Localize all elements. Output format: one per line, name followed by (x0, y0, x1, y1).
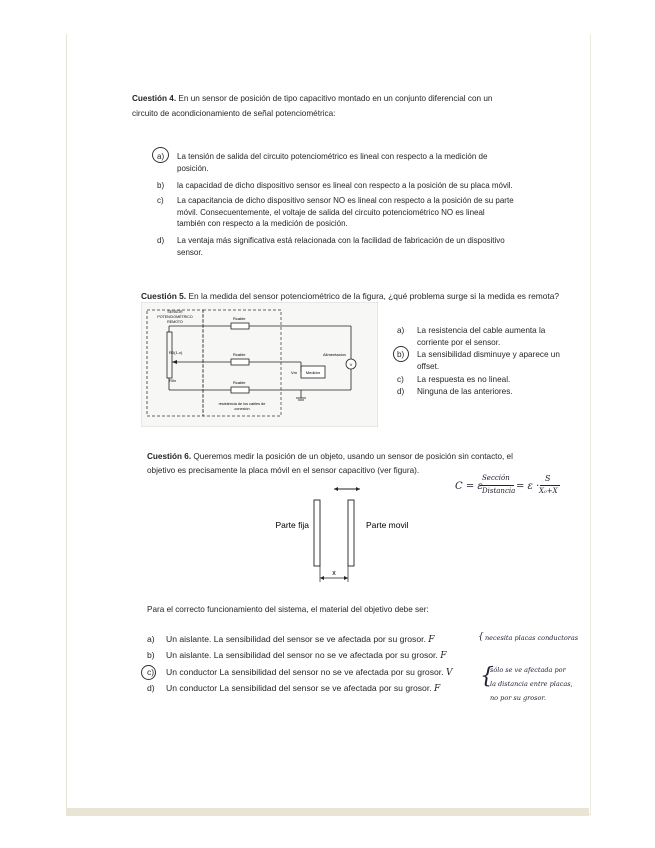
option-letter: b) (397, 350, 405, 359)
option-letter: d) (147, 683, 155, 693)
option-letter: c) (397, 375, 404, 384)
q5-stem-text: En la medida del sensor potenciométrico de la figura, ¿qué problema surge si la medida es remota? (188, 291, 560, 301)
r-upper-label: R0(1-x) (169, 350, 183, 355)
option-letter: a) (147, 634, 155, 644)
q6-plates-figure (262, 478, 432, 590)
r-cable-mid-label: Rcable (233, 352, 246, 357)
sensor-label-3: REMOTO (167, 320, 183, 324)
option-line: La respuesta es no lineal. (417, 375, 511, 384)
formula-num: Sección (482, 474, 510, 482)
option-letter: d) (397, 387, 405, 396)
note-1: necesita placas conductoras (485, 634, 579, 642)
option-text: Un aislante. La sensibilidad del sensor no se ve afectada por su grosor. F (166, 650, 447, 661)
option-letter: b) (147, 650, 155, 660)
option-letter: d) (157, 236, 165, 245)
alimentacion-label: Alimentacion (323, 352, 346, 357)
q5-title: Cuestión 5. (141, 291, 187, 301)
option-text: Un conductor La sensibilidad del sensor no se ve afectada por su grosor. V (166, 667, 453, 678)
formula-mid: = ε · (516, 481, 540, 492)
cable-label-2: conexión (234, 407, 250, 411)
q4-stem-line1 (132, 93, 493, 105)
option-line: sensor. (177, 247, 203, 257)
option-line: La tensión de salida del circuito potenciométrico es lineal con respecto a la medición de (177, 152, 488, 161)
q6-stem-line1 (147, 451, 513, 463)
option-line: Ninguna de las anteriores. (417, 387, 513, 396)
option-line: La sensibilidad disminuye y aparece un (417, 350, 560, 359)
option-letter: a) (157, 152, 165, 161)
mark-f: F (434, 684, 441, 694)
r-cable-top-label: Rcable (233, 316, 246, 321)
vm-label: Vm (291, 370, 297, 375)
fixed-part-label: Parte fija (275, 520, 309, 530)
q5-stem (141, 290, 559, 302)
option-line: móvil. Consecuentemente, el voltaje de salida del circuito potenciométrico NO es lineal (177, 207, 485, 217)
note-3: la distancia entre placas, (490, 680, 573, 688)
r-cable-mid (231, 359, 249, 365)
note-2: sólo se ve afectada por (490, 666, 566, 674)
option-text: Un conductor La sensibilidad del sensor se ve afectada por su grosor. F (166, 683, 441, 694)
option-line: La capacitancia de dicho dispositivo sensor NO es lineal con respecto a la posición de su parte (177, 196, 514, 205)
r-lower-label: R0x (169, 378, 177, 383)
formula-bar-2 (540, 485, 560, 486)
formula-den2: X₀+X (539, 487, 558, 495)
gap-label: x (332, 570, 336, 577)
q4-stem-1: En un sensor de posición de tipo capacitivo montado en un conjunto diferencial con un (178, 94, 493, 103)
note-4: no por su grosor. (490, 694, 546, 702)
r-cable-top (231, 323, 249, 329)
q4-title: Cuestión 4. (132, 94, 177, 103)
option-line: corriente por el sensor. (417, 337, 501, 347)
formula-lhs: C = ε (455, 481, 483, 492)
formula-bar (480, 485, 514, 486)
q5-circuit-figure (141, 302, 378, 427)
option-line: también con respecto a la medición de posición. (177, 219, 348, 228)
r-cable-bot-label: Rcable (233, 380, 246, 385)
svg-text:V: V (349, 362, 353, 367)
formula-num2: S (545, 474, 551, 483)
q6-prompt: Para el correcto funcionamiento del sistema, el material del objetivo debe ser: (147, 605, 429, 614)
option-text: Un aislante. La sensibilidad del sensor se ve afectada por su grosor. F (166, 634, 435, 645)
mark-f: F (428, 635, 435, 645)
option-line: La resistencia del cable aumenta la (417, 326, 546, 335)
q4-stem-2: circuito de acondicionamiento de señal potenciométrica: (132, 109, 336, 118)
q6-title: Cuestión 6. (147, 452, 192, 461)
fixed-plate (314, 500, 320, 566)
mark-f: F (440, 651, 447, 661)
option-line: posición. (177, 163, 209, 173)
option-line: la capacidad de dicho dispositivo sensor es lineal con respecto a la posición de su placa móvil. (177, 181, 513, 190)
r-cable-bot (231, 387, 249, 393)
scan-bottom-edge (66, 808, 589, 816)
cable-label-1: resistencia de los cables de (218, 402, 266, 406)
q6-stem-2: objetivo es precisamente la placa móvil en el sensor capacitivo (ver figura). (147, 466, 420, 475)
brace-note-1: { (478, 632, 484, 642)
option-letter: b) (157, 181, 165, 190)
moving-plate (348, 500, 354, 566)
brace-note-2: { (480, 664, 494, 689)
option-letter: c) (147, 667, 155, 677)
medidor-label: Medidor (305, 370, 321, 375)
moving-part-label: Parte movil (366, 520, 409, 530)
q6-stem-1: Queremos medir la posición de un objeto, usando un sensor de posición sin contacto, el (193, 452, 513, 461)
option-line: offset. (417, 361, 440, 371)
mark-v: V (445, 668, 453, 678)
sensor-label-1: SENSOR (167, 310, 183, 314)
option-line: La ventaja más significativa está relacionada con la facilidad de fabricación de un dispositivo (177, 236, 505, 245)
option-letter: c) (157, 196, 164, 205)
formula-den: Distancia (482, 487, 516, 495)
sensor-label-2: POTENCIOMÉTRICO (157, 315, 193, 319)
option-letter: a) (397, 326, 405, 335)
